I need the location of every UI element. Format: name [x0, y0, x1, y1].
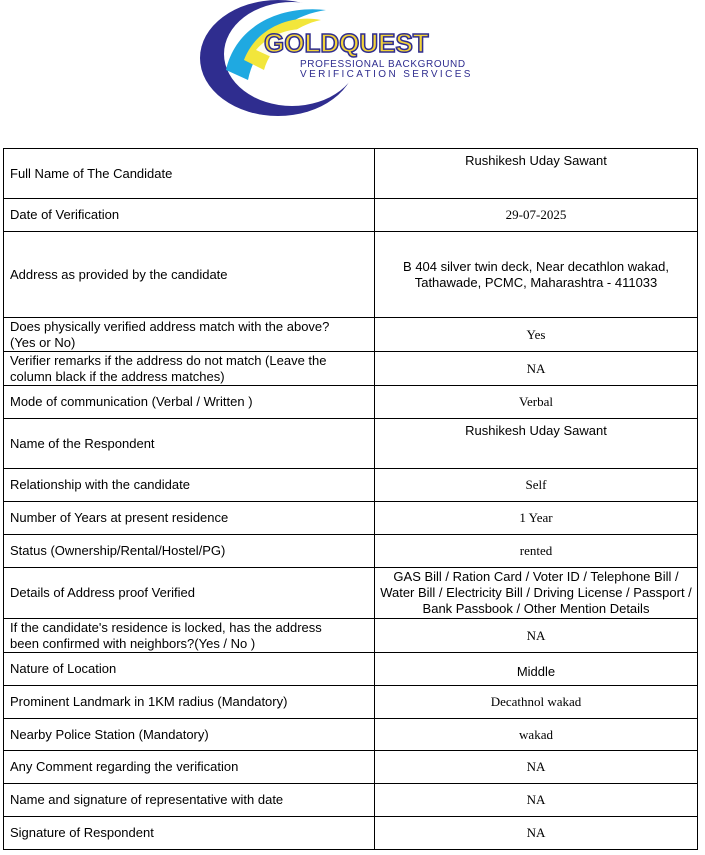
row-label — [4, 352, 375, 386]
row-value: wakad — [375, 719, 698, 751]
table-row — [4, 419, 698, 469]
row-value: rented — [375, 535, 698, 568]
row-value: Verbal — [375, 386, 698, 419]
row-label: Nature of Location — [4, 653, 375, 686]
row-label: Prominent Landmark in 1KM radius (Mandatory) — [4, 686, 375, 719]
table-row — [4, 232, 698, 318]
label-line: been confirmed with neighbors?(Yes / No ) — [10, 635, 256, 651]
table-row — [4, 502, 698, 535]
table-row — [4, 568, 698, 619]
value-line: Tathawade, PCMC, Maharashtra - 411033 — [414, 274, 658, 290]
goldquest-logo — [196, 0, 506, 122]
row-value: Rushikesh Uday Sawant — [375, 149, 698, 199]
row-value: Middle — [375, 653, 698, 686]
row-label: Any Comment regarding the verification — [4, 751, 375, 784]
row-label: Name and signature of representative with date — [4, 784, 375, 817]
value-line: Bank Passbook / Other Mention Details — [422, 601, 650, 616]
row-value: Self — [375, 469, 698, 502]
row-value: Decathnol wakad — [375, 686, 698, 719]
row-label — [4, 619, 375, 653]
row-value: NA — [375, 352, 698, 386]
brand-name-text: GOLDQUEST — [264, 28, 429, 58]
row-label: Address as provided by the candidate — [4, 232, 375, 318]
table-row — [4, 386, 698, 419]
goldquest-logo-graphic — [196, 0, 506, 122]
row-label: Mode of communication (Verbal / Written ) — [4, 386, 375, 419]
row-label: Relationship with the candidate — [4, 469, 375, 502]
label-line: Verifier remarks if the address do not match (Leave the — [10, 352, 327, 368]
row-value: Rushikesh Uday Sawant — [375, 419, 698, 469]
label-line: column black if the address matches) — [10, 368, 225, 384]
value-line: Water Bill / Electricity Bill / Driving License / Passport / — [380, 585, 692, 600]
row-label: Date of Verification — [4, 199, 375, 232]
row-label: Status (Ownership/Rental/Hostel/PG) — [4, 535, 375, 568]
table-row — [4, 535, 698, 568]
tagline-line2: VERIFICATION SERVICES — [300, 69, 473, 80]
value-line: B 404 silver twin deck, Near decathlon wakad, — [403, 258, 669, 274]
table-row — [4, 686, 698, 719]
row-value: Yes — [375, 318, 698, 352]
table-row — [4, 719, 698, 751]
row-value: NA — [375, 784, 698, 817]
table-row — [4, 352, 698, 386]
label-line: If the candidate's residence is locked, has the address — [10, 619, 322, 635]
row-label: Number of Years at present residence — [4, 502, 375, 535]
table-row — [4, 751, 698, 784]
row-label: Nearby Police Station (Mandatory) — [4, 719, 375, 751]
table-row — [4, 469, 698, 502]
row-label: Details of Address proof Verified — [4, 568, 375, 619]
table-row — [4, 817, 698, 850]
tagline-line1: PROFESSIONAL BACKGROUND — [300, 59, 466, 70]
row-value: NA — [375, 751, 698, 784]
row-value: 1 Year — [375, 502, 698, 535]
row-value: 29-07-2025 — [375, 199, 698, 232]
verification-table — [3, 148, 698, 850]
table-row — [4, 318, 698, 352]
row-value — [375, 568, 698, 619]
row-label: Signature of Respondent — [4, 817, 375, 850]
table-row — [4, 653, 698, 686]
table-row — [4, 784, 698, 817]
row-value — [375, 232, 698, 318]
row-label — [4, 318, 375, 352]
row-label: Name of the Respondent — [4, 419, 375, 469]
table-row — [4, 199, 698, 232]
table-row — [4, 149, 698, 199]
row-value: NA — [375, 817, 698, 850]
row-value: NA — [375, 619, 698, 653]
table-row — [4, 619, 698, 653]
label-line: (Yes or No) — [10, 334, 76, 350]
row-label: Full Name of The Candidate — [4, 149, 375, 199]
value-line: GAS Bill / Ration Card / Voter ID / Telephone Bill / — [393, 569, 679, 584]
label-line: Does physically verified address match with the above? — [10, 318, 330, 334]
